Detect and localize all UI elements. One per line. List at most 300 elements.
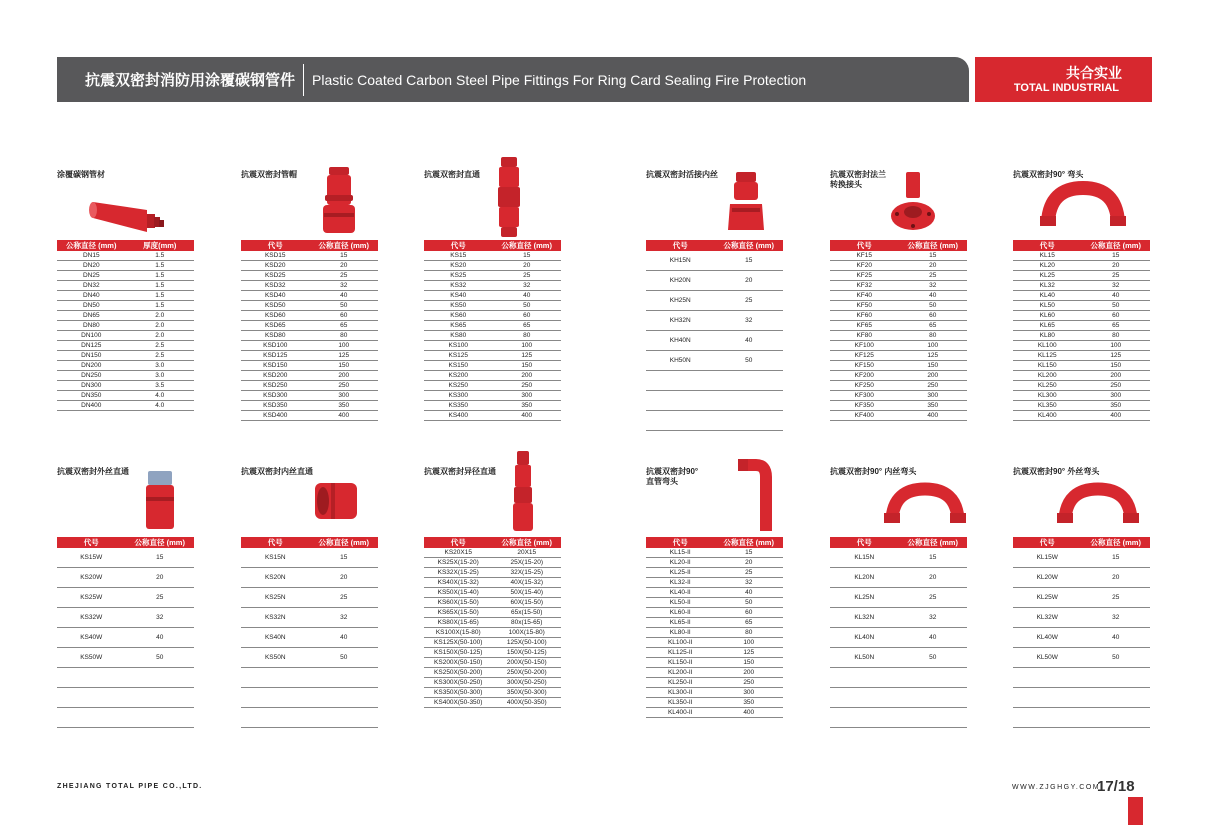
cell-size: 50: [310, 301, 379, 311]
cell-size: 60X(15-50): [493, 598, 562, 608]
cell-size: 15: [899, 548, 968, 568]
column-header-size: 公称直径 (mm): [493, 240, 562, 251]
table-row: [241, 391, 378, 401]
cell-code: KSD100: [241, 341, 310, 351]
table-row: [646, 648, 783, 658]
cell-code: KS400X(50-350): [424, 698, 493, 708]
cell-code: KL50-II: [646, 598, 715, 608]
product-block: [424, 467, 561, 706]
cell-code: KL25N: [830, 588, 899, 608]
cell-code: [1013, 668, 1082, 688]
table-row: [646, 568, 783, 578]
cell-size: [310, 668, 379, 688]
page-number: 17/18: [1097, 778, 1135, 795]
table-row: [424, 311, 561, 321]
cell-code: KS150: [424, 361, 493, 371]
cell-code: KS50: [424, 301, 493, 311]
cell-code: KS32: [424, 281, 493, 291]
cell-size: 60: [310, 311, 379, 321]
cell-code: KL15W: [1013, 548, 1082, 568]
cell-code: [1013, 688, 1082, 708]
cell-code: KL40W: [1013, 628, 1082, 648]
spec-table: [241, 537, 378, 728]
spec-table: [1013, 240, 1150, 421]
table-row: [424, 608, 561, 618]
table-row: [646, 391, 783, 411]
block-title: 抗震双密封90° 内丝弯头: [830, 467, 917, 476]
cell-code: KL40-II: [646, 588, 715, 598]
table-row: [57, 371, 194, 381]
block-title-2: 直管弯头: [646, 477, 678, 486]
cell-size: 25: [493, 271, 562, 281]
table-row: [241, 261, 378, 271]
cell-code: KL15: [1013, 251, 1082, 261]
cell-size: 250: [493, 381, 562, 391]
cell-code: KS25: [424, 271, 493, 281]
table-row: [830, 381, 967, 391]
column-header-code: 代号: [241, 240, 310, 251]
table-row: [1013, 548, 1150, 568]
column-header-size: 公称直径 (mm): [715, 537, 784, 548]
table-row: [1013, 668, 1150, 688]
table-row: [1013, 331, 1150, 341]
cell-size: 4.0: [126, 391, 195, 401]
cell-size: 20: [126, 568, 195, 588]
cell-code: KL200-II: [646, 668, 715, 678]
cell-code: KS100X(15-80): [424, 628, 493, 638]
product-block: [241, 170, 378, 419]
table-row: [241, 271, 378, 281]
cell-code: KSD20: [241, 261, 310, 271]
cell-code: KL60-II: [646, 608, 715, 618]
brand-name-en: TOTAL INDUSTRIAL: [1013, 82, 1119, 94]
table-row: [57, 301, 194, 311]
cell-size: [1082, 708, 1151, 728]
cell-code: KS300: [424, 391, 493, 401]
table-row: [424, 281, 561, 291]
table-row: [830, 261, 967, 271]
cell-size: 125: [493, 351, 562, 361]
table-row: [830, 341, 967, 351]
female-thread-elbow-icon: [880, 481, 970, 525]
table-row: [57, 608, 194, 628]
cell-size: 15: [310, 251, 379, 261]
table-row: [1013, 568, 1150, 588]
cell-size: 300: [1082, 391, 1151, 401]
table-row: [830, 291, 967, 301]
column-header-size: 公称直径 (mm): [493, 537, 562, 548]
cell-code: [241, 688, 310, 708]
cell-size: 80: [899, 331, 968, 341]
cell-size: 1.5: [126, 281, 195, 291]
table-row: [646, 668, 783, 678]
cell-size: 200: [899, 371, 968, 381]
table-row: [57, 261, 194, 271]
table-row: [424, 658, 561, 668]
table-row: [830, 708, 967, 728]
straight-coupling-icon: [494, 155, 524, 239]
cell-size: 32: [715, 578, 784, 588]
table-row: [57, 281, 194, 291]
spec-table: [646, 537, 783, 718]
cell-size: [899, 708, 968, 728]
cell-size: 32: [715, 311, 784, 331]
spec-table: [57, 537, 194, 728]
table-row: [424, 548, 561, 558]
cell-code: KL350: [1013, 401, 1082, 411]
cell-size: 50X(15-40): [493, 588, 562, 598]
cell-code: [830, 708, 899, 728]
cell-size: 40: [715, 588, 784, 598]
table-row: [1013, 628, 1150, 648]
cell-code: KS65X(15-50): [424, 608, 493, 618]
cell-size: 20: [310, 568, 379, 588]
cell-code: KSD125: [241, 351, 310, 361]
cell-size: 200: [493, 371, 562, 381]
cell-size: 25: [310, 271, 379, 281]
cell-code: KH20N: [646, 271, 715, 291]
header-divider: [303, 64, 304, 96]
cell-code: [830, 688, 899, 708]
table-row: [646, 548, 783, 558]
table-row: [241, 568, 378, 588]
cell-code: KL250-II: [646, 678, 715, 688]
cell-size: 400X(50-350): [493, 698, 562, 708]
cell-code: KS50W: [57, 648, 126, 668]
cell-code: KS40N: [241, 628, 310, 648]
cell-size: 32: [310, 608, 379, 628]
table-row: [57, 381, 194, 391]
table-row: [830, 371, 967, 381]
table-row: [424, 341, 561, 351]
cell-size: [1082, 688, 1151, 708]
cell-code: DN25: [57, 271, 126, 281]
cell-code: KL250: [1013, 381, 1082, 391]
table-row: [424, 271, 561, 281]
cell-code: KSD350: [241, 401, 310, 411]
cell-size: 3.5: [126, 381, 195, 391]
table-row: [646, 598, 783, 608]
cell-code: KSD250: [241, 381, 310, 391]
brand-box: [975, 57, 1152, 102]
cell-code: KL32N: [830, 608, 899, 628]
cell-size: 100: [899, 341, 968, 351]
cell-size: 125: [1082, 351, 1151, 361]
cell-code: KF15: [830, 251, 899, 261]
spec-table: [241, 240, 378, 421]
cell-size: 20X15: [493, 548, 562, 558]
cell-code: KS32N: [241, 608, 310, 628]
column-header-code: 代号: [1013, 537, 1082, 548]
cell-size: 1.5: [126, 261, 195, 271]
table-row: [646, 688, 783, 698]
table-row: [830, 281, 967, 291]
table-row: [241, 608, 378, 628]
table-row: [1013, 391, 1150, 401]
table-row: [424, 411, 561, 421]
cell-size: 80x(15-65): [493, 618, 562, 628]
cell-code: KL65: [1013, 321, 1082, 331]
cell-size: 200: [310, 371, 379, 381]
cell-code: KF300: [830, 391, 899, 401]
table-row: [424, 678, 561, 688]
cell-code: KS350X(50-300): [424, 688, 493, 698]
cell-code: KF125: [830, 351, 899, 361]
column-header-size: 公称直径 (mm): [715, 240, 784, 251]
cell-code: [241, 708, 310, 728]
cell-size: 25: [899, 271, 968, 281]
cell-code: DN100: [57, 331, 126, 341]
cell-size: 50: [126, 648, 195, 668]
table-row: [57, 668, 194, 688]
cell-size: 100: [715, 638, 784, 648]
cell-code: DN32: [57, 281, 126, 291]
brand-name-zh: 共合实业: [1066, 65, 1122, 81]
cell-code: KL20-II: [646, 558, 715, 568]
cell-size: 200: [715, 668, 784, 678]
table-row: [57, 391, 194, 401]
cell-size: 40: [715, 331, 784, 351]
cell-size: 350: [493, 401, 562, 411]
table-row: [1013, 401, 1150, 411]
cell-code: KL40: [1013, 291, 1082, 301]
cell-code: KL20: [1013, 261, 1082, 271]
product-block: [830, 467, 967, 661]
cell-code: KSD65: [241, 321, 310, 331]
cell-code: KSD60: [241, 311, 310, 321]
table-row: [646, 628, 783, 638]
table-row: [1013, 291, 1150, 301]
cell-size: 65: [493, 321, 562, 331]
cell-size: 65: [899, 321, 968, 331]
table-row: [830, 321, 967, 331]
cell-size: 15: [493, 251, 562, 261]
cell-size: 100: [493, 341, 562, 351]
table-row: [424, 321, 561, 331]
cell-code: KSD200: [241, 371, 310, 381]
cell-code: KS15W: [57, 548, 126, 568]
block-title: 抗震双密封90° 弯头: [1013, 170, 1084, 179]
table-row: [1013, 708, 1150, 728]
table-row: [1013, 261, 1150, 271]
table-row: [241, 548, 378, 568]
cell-size: 80: [493, 331, 562, 341]
cell-size: 1.5: [126, 291, 195, 301]
cell-size: 400: [715, 708, 784, 718]
table-row: [424, 648, 561, 658]
spec-table: [424, 240, 561, 421]
table-row: [424, 688, 561, 698]
column-header-code: 公称直径 (mm): [57, 240, 126, 251]
table-row: [646, 291, 783, 311]
footer-company: ZHEJIANG TOTAL PIPE CO.,LTD.: [57, 783, 203, 790]
table-row: [1013, 311, 1150, 321]
table-row: [241, 628, 378, 648]
cell-code: KH32N: [646, 311, 715, 331]
cell-code: KSD25: [241, 271, 310, 281]
cell-code: KL150: [1013, 361, 1082, 371]
cell-code: KS60: [424, 311, 493, 321]
cell-code: KL350-II: [646, 698, 715, 708]
table-row: [1013, 341, 1150, 351]
block-title: 抗震双密封90° 外丝弯头: [1013, 467, 1100, 476]
cell-code: [646, 411, 715, 431]
female-thread-coupling-icon: [311, 477, 361, 525]
cell-code: KS40W: [57, 628, 126, 648]
table-row: [830, 351, 967, 361]
cell-code: KF100: [830, 341, 899, 351]
table-row: [830, 301, 967, 311]
cell-size: 150: [1082, 361, 1151, 371]
table-row: [57, 688, 194, 708]
cell-code: KS125: [424, 351, 493, 361]
cell-code: KSD400: [241, 411, 310, 421]
table-row: [646, 411, 783, 431]
cell-size: 250X(50-200): [493, 668, 562, 678]
cell-code: KF80: [830, 331, 899, 341]
table-row: [1013, 251, 1150, 261]
cell-code: KL25-II: [646, 568, 715, 578]
cell-size: 40: [1082, 628, 1151, 648]
block-title: 抗震双密封异径直通: [424, 467, 496, 476]
block-title: 抗震双密封法兰: [830, 170, 886, 179]
table-row: [241, 708, 378, 728]
cell-code: KL32W: [1013, 608, 1082, 628]
cell-code: KSD300: [241, 391, 310, 401]
table-row: [646, 351, 783, 371]
cell-size: 150: [899, 361, 968, 371]
column-header-size: 公称直径 (mm): [126, 537, 195, 548]
cell-code: KL125-II: [646, 648, 715, 658]
cell-size: 32: [1082, 608, 1151, 628]
table-row: [241, 311, 378, 321]
cell-code: KF65: [830, 321, 899, 331]
cell-size: 32: [126, 608, 195, 628]
footer-url: WWW.ZJGHGY.COM: [1012, 784, 1101, 791]
cell-code: KSD15: [241, 251, 310, 261]
cell-code: KL60: [1013, 311, 1082, 321]
table-row: [424, 628, 561, 638]
table-row: [1013, 361, 1150, 371]
table-row: [646, 678, 783, 688]
table-row: [241, 321, 378, 331]
table-row: [1013, 648, 1150, 668]
table-row: [241, 341, 378, 351]
cell-code: [646, 371, 715, 391]
table-row: [646, 608, 783, 618]
cell-size: 150: [715, 658, 784, 668]
block-title: 抗震双密封90°: [646, 467, 699, 476]
table-row: [424, 361, 561, 371]
cell-code: KS50X(15-40): [424, 588, 493, 598]
column-header-size: 厚度(mm): [126, 240, 195, 251]
table-row: [830, 568, 967, 588]
cell-code: KS65: [424, 321, 493, 331]
table-row: [646, 271, 783, 291]
cell-size: 32X(15-25): [493, 568, 562, 578]
cell-code: KS200X(50-150): [424, 658, 493, 668]
table-row: [241, 251, 378, 261]
product-block: [1013, 467, 1150, 661]
table-row: [424, 578, 561, 588]
cell-size: 32: [899, 281, 968, 291]
cell-size: 25: [1082, 588, 1151, 608]
cell-code: KS50N: [241, 648, 310, 668]
cell-size: 2.0: [126, 331, 195, 341]
cell-size: 40: [899, 291, 968, 301]
cell-code: KF32: [830, 281, 899, 291]
table-row: [424, 391, 561, 401]
cell-code: DN300: [57, 381, 126, 391]
cell-size: 2.0: [126, 321, 195, 331]
table-row: [424, 588, 561, 598]
column-header-code: 代号: [57, 537, 126, 548]
cell-code: [57, 708, 126, 728]
column-header-code: 代号: [424, 240, 493, 251]
cell-code: KL300: [1013, 391, 1082, 401]
table-row: [830, 548, 967, 568]
column-header-size: 公称直径 (mm): [1082, 537, 1151, 548]
table-row: [424, 558, 561, 568]
cell-code: KL15N: [830, 548, 899, 568]
cell-size: 40: [493, 291, 562, 301]
straight-pipe-elbow-icon: [736, 451, 776, 535]
cell-size: 300: [493, 391, 562, 401]
table-row: [241, 291, 378, 301]
cell-code: KS15: [424, 251, 493, 261]
cell-size: 2.0: [126, 311, 195, 321]
cell-size: 20: [899, 261, 968, 271]
cell-code: KL100-II: [646, 638, 715, 648]
cell-code: KS80: [424, 331, 493, 341]
table-row: [241, 668, 378, 688]
cell-size: 50: [1082, 648, 1151, 668]
table-row: [424, 401, 561, 411]
column-header-size: 公称直径 (mm): [1082, 240, 1151, 251]
cell-code: KSD40: [241, 291, 310, 301]
cell-code: KL25: [1013, 271, 1082, 281]
table-row: [646, 311, 783, 331]
table-row: [1013, 381, 1150, 391]
cell-code: KL200: [1013, 371, 1082, 381]
table-row: [57, 401, 194, 411]
cell-size: 50: [715, 351, 784, 371]
cell-size: 25: [715, 568, 784, 578]
cell-code: KF200: [830, 371, 899, 381]
cell-size: 80: [310, 331, 379, 341]
cell-code: KF250: [830, 381, 899, 391]
cell-size: [899, 668, 968, 688]
cell-size: 300X(50-250): [493, 678, 562, 688]
cell-size: [310, 688, 379, 708]
cell-size: 250: [1082, 381, 1151, 391]
cell-code: KL50N: [830, 648, 899, 668]
cell-size: [899, 688, 968, 708]
cell-size: 125: [899, 351, 968, 361]
cell-code: KS350: [424, 401, 493, 411]
cell-code: [57, 688, 126, 708]
cell-size: 200: [1082, 371, 1151, 381]
cell-code: KL65-II: [646, 618, 715, 628]
cell-code: KF350: [830, 401, 899, 411]
table-row: [424, 351, 561, 361]
cell-size: 20: [715, 558, 784, 568]
header-title-zh: 抗震双密封消防用涂覆碳钢管件: [85, 72, 296, 89]
cell-size: 400: [310, 411, 379, 421]
table-row: [57, 311, 194, 321]
table-row: [241, 688, 378, 708]
cell-size: [715, 411, 784, 431]
